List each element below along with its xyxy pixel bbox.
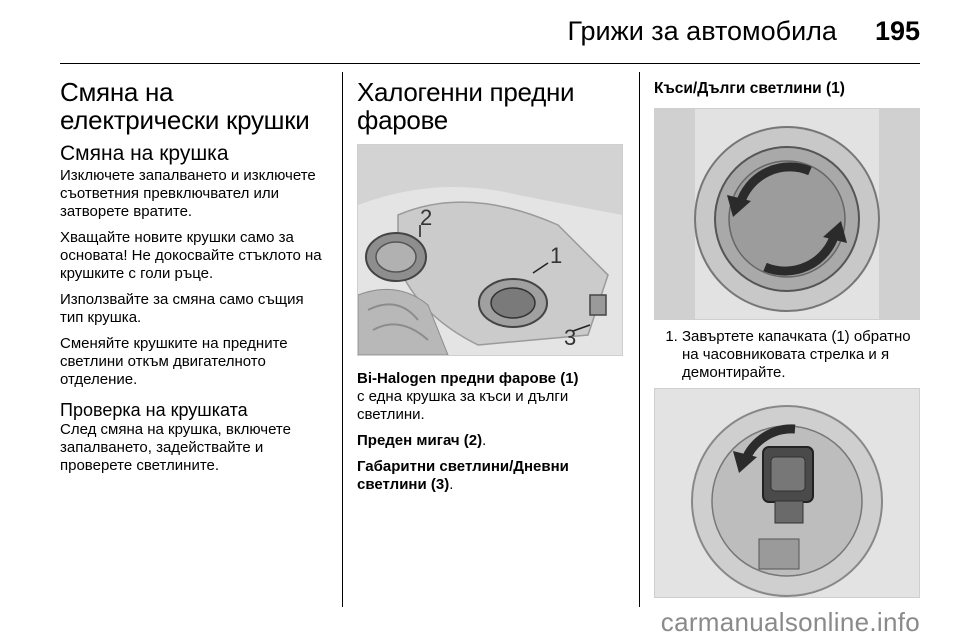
paragraph: Използвайте за смяна само същия тип крушка. [60, 291, 304, 326]
bulb-removal-figure [654, 388, 920, 598]
bihalogen-text: с една крушка за къси и дълги светлини. [357, 388, 569, 423]
turn-signal-label: Преден мигач (2) [357, 432, 483, 449]
header-rule [60, 63, 920, 64]
paragraph: След смяна на крушка, включете запалването, задействайте и проверете светлините. [60, 421, 291, 474]
parking-light-suffix: . [449, 476, 454, 493]
figure-label-1: 1 [550, 243, 563, 268]
column-2 [357, 72, 623, 502]
subheading-bulb-change: Смяна на крушка [60, 142, 229, 165]
column-3 [654, 72, 924, 598]
parking-light-line [357, 458, 623, 494]
bulb-removal-illustration [655, 389, 919, 597]
section-heading-bulb-replacement: Смяна на електрически крушки [60, 77, 310, 135]
turn-signal-suffix: . [482, 432, 487, 449]
cap-removal-figure [654, 108, 920, 320]
watermark: carmanualsonline.info [660, 607, 920, 637]
header-title: Грижи за автомобила [567, 16, 837, 46]
step-item: 1. Завъртете капачката (1) обратно на часовниковата стрелка и я демонтирайте. [682, 328, 924, 382]
column-1 [60, 72, 328, 483]
page-number: 195 [874, 16, 920, 46]
cap-removal-illustration [655, 109, 919, 319]
figure-label-2: 2 [420, 205, 433, 230]
column-divider-2 [639, 72, 640, 607]
paragraph: Хващайте новите крушки само за основата! Не докосвайте стъклото на крушките с голи ръце. [60, 229, 322, 282]
headlamp-rear-illustration [358, 145, 622, 355]
figure-label-3: 3 [564, 325, 577, 350]
bihalogen-label: Bi-Halogen предни фарове (1) [357, 370, 579, 387]
low-high-beam-heading: Къси/Дълги светлини (1) [654, 80, 845, 97]
column-divider-1 [342, 72, 343, 607]
section-heading-halogen: Халогенни предни фарове [357, 77, 575, 135]
parking-light-label: Габаритни светлини/Дневни светлини (3) [357, 458, 569, 493]
paragraph: Изключете запалването и изключете съответния превключвател или затворете вратите. [60, 167, 316, 220]
page-header [0, 16, 920, 47]
headlamp-rear-figure [357, 144, 623, 356]
steps-list [654, 328, 924, 382]
turn-signal-line [357, 432, 623, 450]
subheading-bulb-check: Проверка на крушката [60, 400, 248, 420]
paragraph: Сменяйте крушките на предните светлини откъм двигателното отделение. [60, 335, 288, 388]
